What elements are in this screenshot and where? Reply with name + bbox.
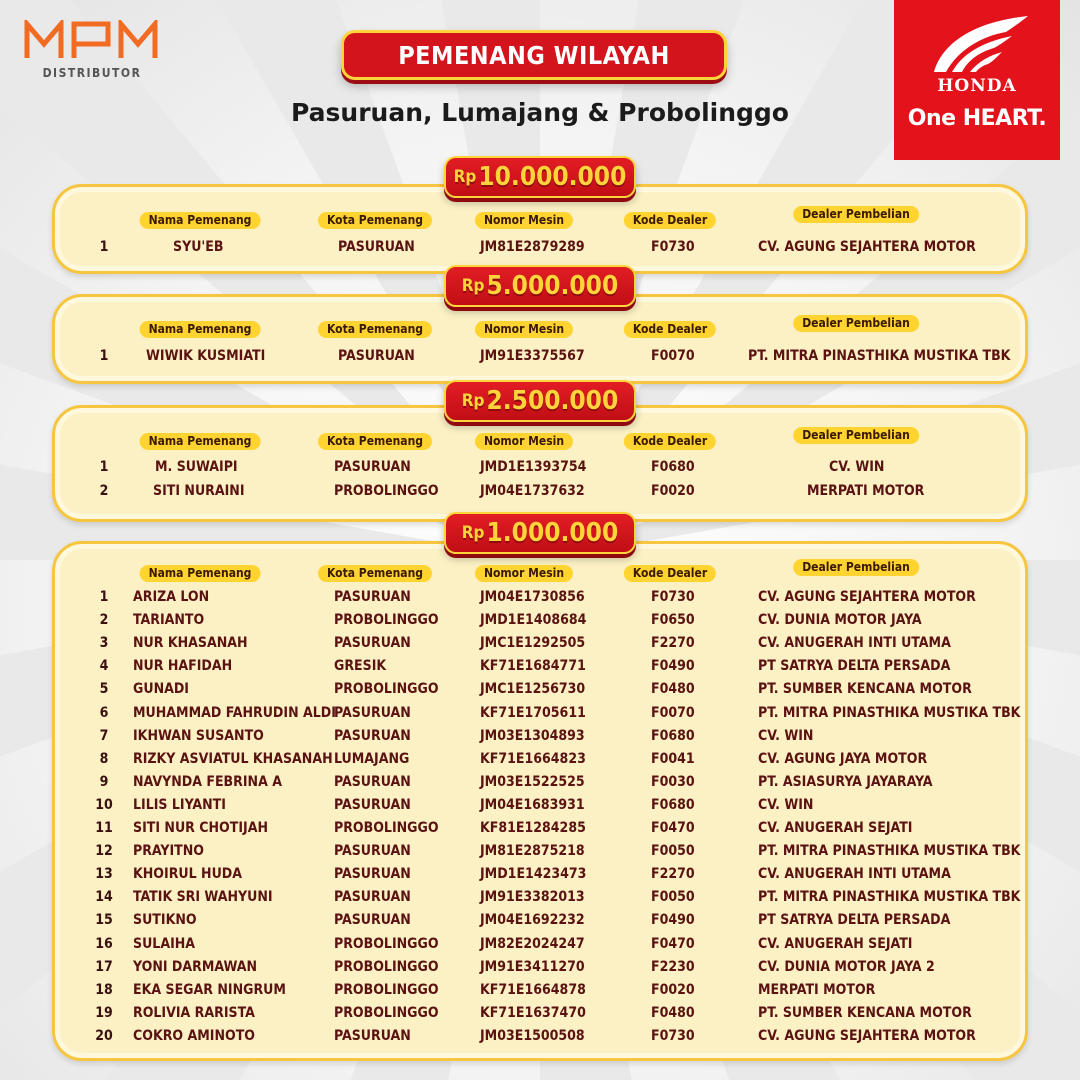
- winner-name: WIWIK KUSMIATI: [146, 348, 266, 364]
- winner-name: PRAYITNO: [133, 843, 204, 860]
- winner-name: GUNADI: [133, 681, 189, 698]
- column-header: Nomor Mesin: [475, 433, 573, 450]
- column-header: Nama Pemenang: [140, 212, 261, 229]
- column-header: Kode Dealer: [624, 565, 716, 582]
- winner-engine-number: KF71E1684771: [480, 658, 586, 675]
- column-header: Kota Pemenang: [318, 565, 432, 582]
- winner-dealer: CV. WIN: [758, 727, 814, 744]
- prize-amount-badge: [444, 265, 636, 307]
- winner-city: PROBOLINGGO: [334, 981, 439, 998]
- winner-name: SYU'EB: [173, 239, 224, 255]
- winner-number: 15: [95, 912, 113, 929]
- winner-dealer-code: F2270: [651, 635, 695, 652]
- winner-dealer-code: F0730: [651, 589, 695, 605]
- winner-city: PASURUAN: [334, 727, 411, 744]
- winner-dealer-code: F0730: [651, 1027, 695, 1044]
- winner-dealer-code: F0050: [651, 843, 695, 860]
- winner-name: NUR HAFIDAH: [133, 658, 233, 675]
- column-header: Dealer Pembelian: [793, 427, 919, 444]
- winner-row: [0, 771, 1080, 794]
- winner-dealer: CV. WIN: [758, 796, 814, 813]
- winner-row: [0, 886, 1080, 909]
- honda-wordmark: HONDA: [937, 76, 1017, 96]
- winner-row: [0, 863, 1080, 886]
- winner-dealer-code: F2230: [651, 958, 695, 975]
- winner-engine-number: JMC1E1256730: [480, 681, 586, 698]
- winner-dealer: CV. ANUGERAH INTI UTAMA: [758, 866, 951, 883]
- winner-city: GRESIK: [334, 658, 387, 675]
- winner-dealer: PT SATRYA DELTA PERSADA: [758, 912, 951, 929]
- winner-number: 12: [95, 843, 113, 860]
- winner-dealer-code: F0050: [651, 889, 695, 906]
- column-header: Nomor Mesin: [475, 321, 573, 338]
- winner-dealer: CV. AGUNG SEJAHTERA MOTOR: [758, 1027, 976, 1044]
- winner-dealer-code: F0470: [651, 935, 695, 952]
- prize-amount: 5.000.000: [486, 271, 619, 301]
- winner-name: TARIANTO: [133, 612, 205, 629]
- winner-row: [0, 817, 1080, 840]
- winner-dealer-code: F0480: [651, 1004, 695, 1021]
- mpm-logo-mark: [24, 20, 160, 60]
- winner-row: [0, 909, 1080, 932]
- column-header: Kota Pemenang: [318, 212, 432, 229]
- column-header: Kode Dealer: [624, 433, 716, 450]
- winner-row: [0, 655, 1080, 678]
- column-header: Kode Dealer: [624, 212, 716, 229]
- winner-dealer-code: F0680: [651, 796, 695, 813]
- winner-city: PROBOLINGGO: [334, 612, 439, 629]
- winner-number: 1: [99, 239, 109, 255]
- winner-city: PROBOLINGGO: [334, 935, 439, 952]
- winner-dealer: CV. ANUGERAH SEJATI: [758, 935, 913, 952]
- page-subtitle: Pasuruan, Lumajang & Probolinggo: [291, 98, 789, 127]
- column-header: Kota Pemenang: [318, 433, 432, 450]
- winner-name: ARIZA LON: [133, 589, 210, 605]
- column-header: Nama Pemenang: [140, 433, 261, 450]
- winner-engine-number: JM03E1304893: [480, 727, 585, 744]
- winner-name: RIZKY ASVIATUL KHASANAH: [133, 750, 333, 767]
- winner-city: PASURUAN: [334, 796, 411, 813]
- winner-dealer-code: F2270: [651, 866, 695, 883]
- winner-engine-number: JM81E2875218: [480, 843, 585, 860]
- winner-row: [0, 933, 1080, 956]
- winner-number: 11: [95, 820, 113, 836]
- prize-currency: Rp: [461, 276, 485, 296]
- winner-city: PASURUAN: [334, 635, 411, 652]
- winner-engine-number: KF71E1705611: [480, 704, 586, 721]
- winner-row: [0, 1002, 1080, 1025]
- winner-number: 19: [95, 1004, 113, 1021]
- winner-dealer-code: F0680: [651, 459, 695, 475]
- winner-row: [0, 956, 1080, 979]
- winner-row: [0, 1025, 1080, 1048]
- prize-currency: Rp: [453, 167, 477, 187]
- winner-city: PROBOLINGGO: [334, 820, 439, 836]
- winner-dealer: CV. AGUNG JAYA MOTOR: [758, 750, 928, 767]
- winner-name: ROLIVIA RARISTA: [133, 1004, 255, 1021]
- winner-dealer: PT. MITRA PINASTHIKA MUSTIKA TBK: [758, 889, 1021, 906]
- column-header: Dealer Pembelian: [793, 315, 919, 332]
- prize-panel: [52, 294, 1028, 384]
- winner-engine-number: KF71E1664823: [480, 750, 586, 767]
- winner-number: 5: [99, 681, 109, 698]
- mpm-logo: [24, 20, 164, 90]
- winner-number: 14: [95, 889, 113, 906]
- winner-dealer-code: F0020: [651, 981, 695, 998]
- winner-engine-number: JMC1E1292505: [480, 635, 586, 652]
- winner-number: 7: [99, 727, 109, 744]
- winner-number: 20: [95, 1027, 113, 1044]
- winner-engine-number: JM91E3382013: [480, 889, 585, 906]
- winner-city: PROBOLINGGO: [334, 1004, 439, 1021]
- winner-name: LILIS LIYANTI: [133, 796, 226, 813]
- honda-tagline: One HEART.: [907, 106, 1047, 131]
- winner-city: PASURUAN: [338, 239, 415, 255]
- winner-city: PROBOLINGGO: [334, 958, 439, 975]
- winner-number: 10: [95, 796, 113, 813]
- winner-engine-number: JMD1E1423473: [480, 866, 587, 883]
- winner-dealer: PT SATRYA DELTA PERSADA: [758, 658, 951, 675]
- column-header: Nama Pemenang: [140, 565, 261, 582]
- winner-row: [0, 456, 1080, 479]
- winner-name: SITI NUR CHOTIJAH: [133, 820, 268, 836]
- winner-row: [0, 702, 1080, 725]
- winner-dealer: CV. AGUNG SEJAHTERA MOTOR: [758, 239, 976, 255]
- winner-dealer: PT. MITRA PINASTHIKA MUSTIKA TBK: [758, 843, 1021, 860]
- winner-city: PASURUAN: [334, 589, 411, 605]
- winner-number: 16: [95, 935, 113, 952]
- winner-engine-number: JM04E1683931: [480, 796, 585, 813]
- winner-dealer: MERPATI MOTOR: [807, 483, 925, 499]
- winner-engine-number: KF81E1284285: [480, 820, 586, 836]
- prize-currency: Rp: [461, 391, 485, 411]
- winner-engine-number: JM03E1522525: [480, 773, 585, 790]
- winner-dealer: PT. SUMBER KENCANA MOTOR: [758, 1004, 972, 1021]
- winner-name: NAVYNDA FEBRINA A: [133, 773, 282, 790]
- page-title: PEMENANG WILAYAH: [341, 30, 727, 80]
- mpm-distributor-label: DISTRIBUTOR: [42, 66, 142, 80]
- winner-row: [0, 678, 1080, 701]
- prize-amount-badge: [444, 156, 636, 198]
- prize-amount-badge: [444, 380, 636, 422]
- winner-city: PASURUAN: [338, 348, 415, 364]
- winner-city: PASURUAN: [334, 843, 411, 860]
- column-header: Nomor Mesin: [475, 212, 573, 229]
- winner-row: [0, 609, 1080, 632]
- winner-name: TATIK SRI WAHYUNI: [133, 889, 273, 906]
- winner-name: KHOIRUL HUDA: [133, 866, 242, 883]
- winner-dealer: CV. DUNIA MOTOR JAYA: [758, 612, 922, 629]
- column-header: Nama Pemenang: [140, 321, 261, 338]
- winner-dealer: CV. ANUGERAH SEJATI: [758, 820, 913, 836]
- winner-number: 3: [99, 635, 109, 652]
- winner-dealer-code: F0490: [651, 912, 695, 929]
- winner-name: YONI DARMAWAN: [133, 958, 258, 975]
- winner-number: 9: [99, 773, 109, 790]
- winner-number: 8: [99, 750, 109, 767]
- winner-name: IKHWAN SUSANTO: [133, 727, 264, 744]
- winner-city: PASURUAN: [334, 1027, 411, 1044]
- winner-row: [0, 586, 1080, 609]
- winner-engine-number: JM91E3375567: [480, 348, 585, 364]
- winner-engine-number: JM03E1500508: [480, 1027, 585, 1044]
- winner-dealer-code: F0470: [651, 820, 695, 836]
- winner-city: PASURUAN: [334, 866, 411, 883]
- winner-row: [0, 725, 1080, 748]
- winner-city: PASURUAN: [334, 889, 411, 906]
- winner-name: SULAIHA: [133, 935, 196, 952]
- winner-dealer: MERPATI MOTOR: [758, 981, 876, 998]
- winner-number: 2: [99, 483, 109, 499]
- winner-engine-number: KF71E1664878: [480, 981, 586, 998]
- winner-engine-number: JMD1E1393754: [480, 459, 587, 475]
- prize-amount: 10.000.000: [478, 162, 627, 192]
- winner-row: [0, 236, 1080, 259]
- winner-dealer-code: F0070: [651, 348, 695, 364]
- winner-city: LUMAJANG: [334, 750, 410, 767]
- column-header: Nomor Mesin: [475, 565, 573, 582]
- winner-engine-number: KF71E1637470: [480, 1004, 586, 1021]
- prize-amount: 1.000.000: [486, 518, 619, 548]
- winner-row: [0, 345, 1080, 368]
- winner-name: SITI NURAINI: [153, 483, 245, 499]
- winner-number: 2: [99, 612, 109, 629]
- winner-dealer: CV. AGUNG SEJAHTERA MOTOR: [758, 589, 976, 605]
- winner-engine-number: JM04E1737632: [480, 483, 585, 499]
- column-header: Kode Dealer: [624, 321, 716, 338]
- winner-number: 4: [99, 658, 109, 675]
- winner-number: 1: [99, 348, 109, 364]
- winner-number: 17: [95, 958, 113, 975]
- winner-row: [0, 632, 1080, 655]
- winner-row: [0, 840, 1080, 863]
- winner-name: EKA SEGAR NINGRUM: [133, 981, 286, 998]
- winner-dealer-code: F0030: [651, 773, 695, 790]
- winner-name: NUR KHASANAH: [133, 635, 248, 652]
- winner-number: 1: [99, 459, 109, 475]
- column-header: Dealer Pembelian: [793, 559, 919, 576]
- winner-dealer: PT. MITRA PINASTHIKA MUSTIKA TBK: [748, 348, 1011, 364]
- winner-dealer-code: F0650: [651, 612, 695, 629]
- prize-amount: 2.500.000: [486, 386, 619, 416]
- column-header: Kota Pemenang: [318, 321, 432, 338]
- winner-engine-number: JM04E1692232: [480, 912, 585, 929]
- winner-dealer-code: F0680: [651, 727, 695, 744]
- winner-row: [0, 748, 1080, 771]
- winner-city: PROBOLINGGO: [334, 483, 439, 499]
- winner-name: MUHAMMAD FAHRUDIN ALDI: [133, 704, 336, 721]
- winner-number: 13: [95, 866, 113, 883]
- winner-number: 6: [99, 704, 109, 721]
- winner-dealer: CV. ANUGERAH INTI UTAMA: [758, 635, 951, 652]
- winner-city: PASURUAN: [334, 704, 411, 721]
- winner-number: 1: [99, 589, 109, 605]
- winner-city: PASURUAN: [334, 459, 411, 475]
- prize-amount-badge: [444, 512, 636, 554]
- column-header: Dealer Pembelian: [793, 206, 919, 223]
- winner-city: PASURUAN: [334, 912, 411, 929]
- winner-engine-number: JMD1E1408684: [480, 612, 587, 629]
- winner-engine-number: JM04E1730856: [480, 589, 585, 605]
- winner-engine-number: JM81E2879289: [480, 239, 585, 255]
- winner-dealer-code: F0490: [651, 658, 695, 675]
- winner-dealer-code: F0020: [651, 483, 695, 499]
- prize-currency: Rp: [461, 523, 485, 543]
- winner-dealer: CV. WIN: [829, 459, 885, 475]
- winner-row: [0, 979, 1080, 1002]
- winner-number: 18: [95, 981, 113, 998]
- winner-row: [0, 480, 1080, 503]
- winner-dealer-code: F0070: [651, 704, 695, 721]
- winner-engine-number: JM82E2024247: [480, 935, 585, 952]
- winner-city: PASURUAN: [334, 773, 411, 790]
- winner-dealer: PT. SUMBER KENCANA MOTOR: [758, 681, 972, 698]
- winner-dealer-code: F0041: [651, 750, 695, 767]
- winner-dealer: PT. MITRA PINASTHIKA MUSTIKA TBK: [758, 704, 1021, 721]
- winner-dealer: CV. DUNIA MOTOR JAYA 2: [758, 958, 935, 975]
- winner-city: PROBOLINGGO: [334, 681, 439, 698]
- honda-wing-icon: [922, 14, 1032, 74]
- honda-logo: [894, 0, 1060, 160]
- winner-name: M. SUWAIPI: [155, 459, 238, 475]
- winner-dealer: PT. ASIASURYA JAYARAYA: [758, 773, 933, 790]
- winner-engine-number: JM91E3411270: [480, 958, 585, 975]
- winner-dealer-code: F0730: [651, 239, 695, 255]
- winner-name: SUTIKNO: [133, 912, 197, 929]
- winner-name: COKRO AMINOTO: [133, 1027, 256, 1044]
- winner-row: [0, 794, 1080, 817]
- winner-dealer-code: F0480: [651, 681, 695, 698]
